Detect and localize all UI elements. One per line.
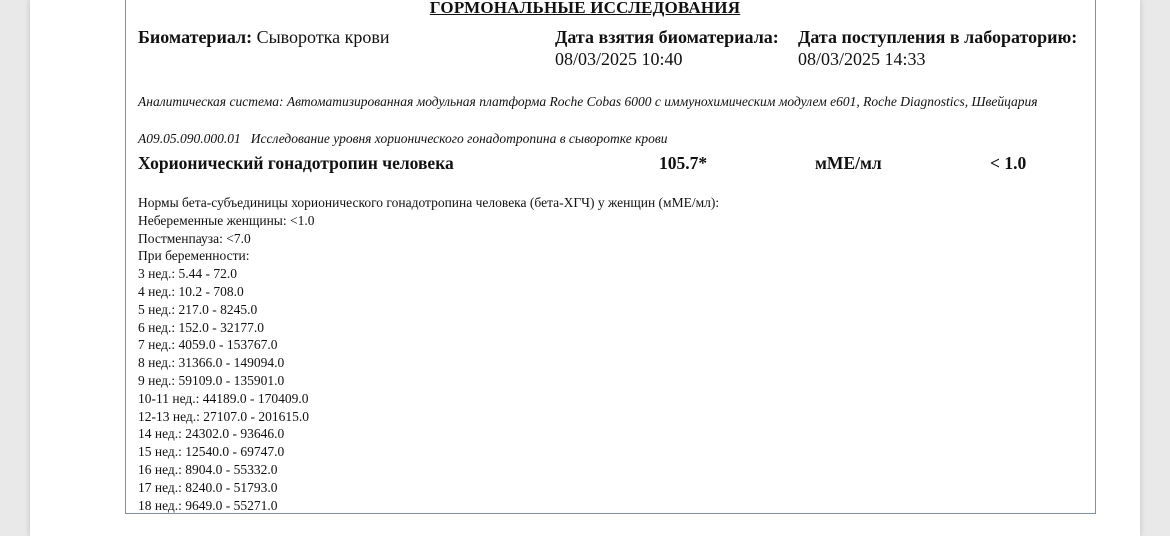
norms-line: 3 нед.: 5.44 - 72.0 xyxy=(138,266,238,282)
biomaterial-label: Биоматериал: xyxy=(138,27,253,47)
received-date-field xyxy=(798,26,1077,70)
test-code-line xyxy=(138,131,668,147)
norms-line: 4 нед.: 10.2 - 708.0 xyxy=(138,283,244,299)
section-title: ГОРМОНАЛЬНЫЕ ИССЛЕДОВАНИЯ xyxy=(429,0,741,17)
result-unit: мМЕ/мл xyxy=(815,153,882,173)
biomaterial-field xyxy=(138,26,390,48)
norms-line: Небеременные женщины: <1.0 xyxy=(138,212,315,228)
norms-line: 14 нед.: 24302.0 - 93646.0 xyxy=(138,426,285,442)
received-date-value: 08/03/2025 14:33 xyxy=(798,49,926,69)
result-reference: < 1.0 xyxy=(990,153,1027,173)
norms-line: 16 нед.: 8904.0 - 55332.0 xyxy=(138,461,278,477)
norms-line: 8 нед.: 31366.0 - 149094.0 xyxy=(138,355,285,371)
test-code: A09.05.090.000.01 xyxy=(138,131,241,146)
norms-line: Нормы бета-субъединицы хорионического гонадотропина человека (бета-ХГЧ) у женщин (мМЕ/мл): xyxy=(138,195,720,210)
norms-line: 17 нед.: 8240.0 - 51793.0 xyxy=(138,479,278,495)
norms-line: Постменпауза: <7.0 xyxy=(138,230,251,246)
norms-line: 5 нед.: 217.0 - 8245.0 xyxy=(138,301,258,317)
collection-date-field xyxy=(555,26,779,70)
norms-line: 9 нед.: 59109.0 - 135901.0 xyxy=(138,372,285,388)
reference-norms xyxy=(138,194,719,514)
analytic-system-text: Аналитическая система: Автоматизированная модульная платформа Roche Cobas 6000 с иммунохимическим модулем e601, Roche Diagnostics, Швейцария xyxy=(138,94,1038,109)
document-page xyxy=(30,0,1140,536)
norms-line: 6 нед.: 152.0 - 32177.0 xyxy=(138,319,265,335)
norms-line: 7 нед.: 4059.0 - 153767.0 xyxy=(138,337,278,353)
norms-line: 18 нед.: 9649.0 - 55271.0 xyxy=(138,497,278,513)
collection-date-value: 08/03/2025 10:40 xyxy=(555,49,683,69)
biomaterial-value: Сыворотка крови xyxy=(256,27,390,47)
result-value: 105.7* xyxy=(659,153,708,173)
norms-line: При беременности: xyxy=(138,248,250,264)
collection-date-label: Дата взятия биоматериала: xyxy=(555,27,779,47)
norms-line: 15 нед.: 12540.0 - 69747.0 xyxy=(138,444,285,460)
result-name: Хорионический гонадотропин человека xyxy=(138,153,454,173)
norms-line: 12-13 нед.: 27107.0 - 201615.0 xyxy=(138,408,310,424)
received-date-label: Дата поступления в лабораторию: xyxy=(798,27,1078,47)
norms-line: 10-11 нед.: 44189.0 - 170409.0 xyxy=(138,390,309,406)
test-description: Исследование уровня хорионического гонадотропина в сыворотке крови xyxy=(250,131,668,146)
